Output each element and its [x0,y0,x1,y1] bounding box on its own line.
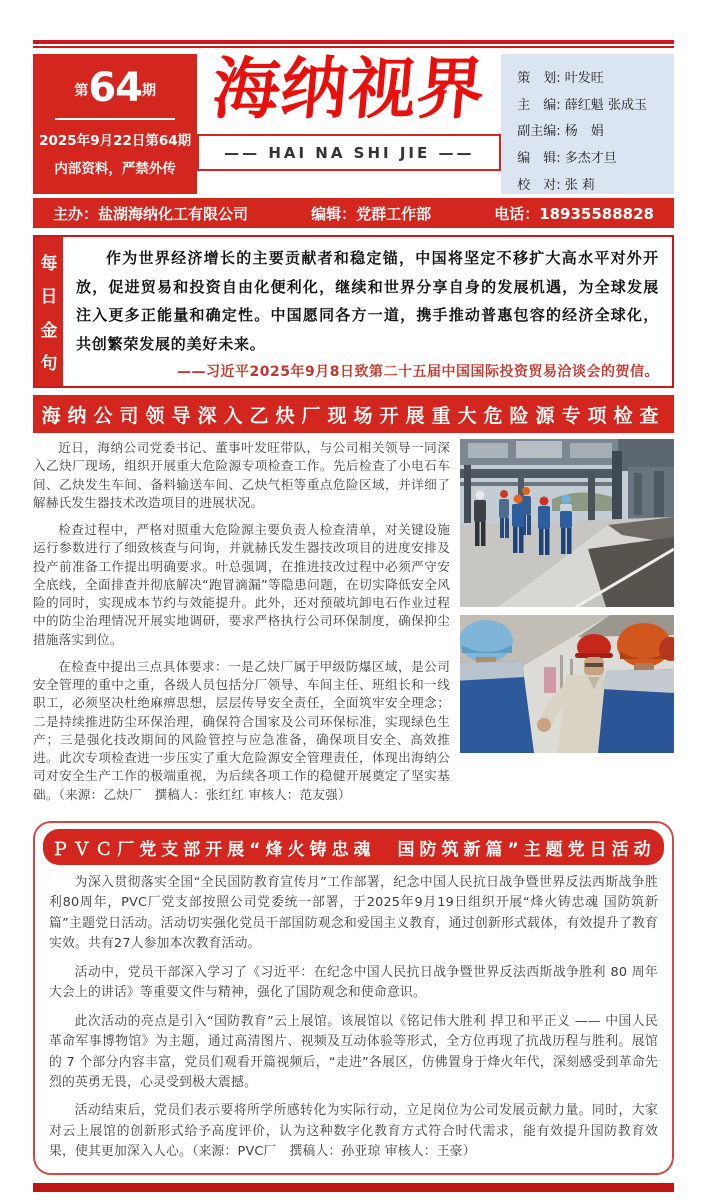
quote-label-char: 句 [40,353,58,374]
daily-quote-label [35,237,63,386]
quote-attribution: ——习近平2025年9月8日致第二十五届中国国际投资贸易洽谈会的贺信。 [177,364,659,380]
credit-chief-editor: 主 编: 薛红魁 张成玉 [517,97,647,113]
issue-suffix: 期 [141,83,156,99]
site-inspection-photo [460,439,674,607]
article2-paragraph: 此次活动的亮点是引入“国防教育”云上展馆。该展馆以《铭记伟大胜利 捍卫和平正义 —— 中国人民革命军事博物馆》为主题，通过高清图片、视频及互动体验等形式，全方位再现了抗战历程与胜利。展馆的 7 个部分内容丰富，党员们观看开篇视频后，“走进”各展区，仿佛置身于烽火年代，深刻感受到革命先烈的英勇无畏，心灵受到极大震撼。 [49,1013,658,1090]
article2-paragraph: 活动结束后，党员们表示要将所学所感转化为实际行动，立足岗位为公司发展贡献力量。同时，大家对云上展馆的创新形式给予高度评价，认为这种数字化教育方式符合时代需求，能有效提升国防教育效果，使其更加深入人心。（来源：PVC厂 撰稿人：孙亚琼 审核人：王豪） [49,1103,658,1160]
article1-paragraph: 近日，海纳公司党委书记、董事叶发旺带队，与公司相关领导一同深入乙炔厂现场，组织开展重大危险源专项检查工作。先后检查了小电石车间、乙炔发生车间、备料输送车间、乙炔气柜等重点危险区域，并详细了解赫氏发生器技术改造项目的进展状况。 [33,440,450,510]
organizer-text: 主办：盐湖海纳化工有限公司 [53,204,249,223]
masthead-title: 海纳视界 [209,50,489,128]
daily-quote-section [33,235,674,388]
quote-label-char: 日 [40,287,58,308]
bottom-rule [33,1183,674,1192]
article1-paragraph: 检查过程中，严格对照重大危险源主要负责人检查清单，对关键设施运行参数进行了细致核查与问询，并就赫氏发生器技改项目的进度安排及投产前准备工作提出明确要求。叶总强调，在推进技改过程中必须严守安全底线，全面排查并彻底解决“跑冒滴漏”等隐患问题，在切实降低安全风险的同时，实现成本节约与效能提升。此外，还对预破坑卸电石作业过程中的防尘治理情况开展实地调研，要求严格执行公司环保制度，确保抑尘措施落实到位。 [33,522,450,647]
article2-headline: ＰＶＣ厂党支部开展“烽火铸忠魂 国防筑新篇”主题党日活动 [43,829,664,865]
masthead-header [33,50,674,194]
article2 [33,821,674,1175]
credit-planner: 策 划: 叶发旺 [517,71,604,86]
issue-line [33,65,197,111]
masthead [197,50,501,194]
issue-box [33,54,197,194]
discussion-closeup-photo [460,615,674,753]
credit-editor: 编 辑: 多杰才旦 [517,150,617,166]
phone-text: 电话：18935588828 [494,204,654,223]
article2-paragraph: 活动中，党员干部深入学习了《习近平：在纪念中国人民抗日战争暨世界反法西斯战争胜利 80 周年大会上的讲话》等重要文件与精神，强化了国防观念和使命意识。 [49,964,658,1001]
credits-box [501,54,674,194]
article1-headline: 海纳公司领导深入乙炔厂现场开展重大危险源专项检查 [33,395,674,433]
issue-number: 64 [88,65,142,111]
issue-divider [55,118,175,120]
credit-proofreader: 校 对: 张 莉 [517,177,595,193]
article2-paragraph: 为深入贯彻落实全国“全民国防教育宣传月”工作部署，纪念中国人民抗日战争暨世界反法西斯战争胜利80周年，PVC厂党支部按照公司党委统一部署，于2025年9月19日组织开展“烽火铸忠魂 国防筑新篇”主题党日活动。活动切实强化党员干部国防观念和爱国主义教育，通过创新形式载体，有效提升了教育实效。共有27人参加本次教育活动。 [49,874,658,952]
masthead-subtitle: —— HAI NA SHI JIE —— [197,134,501,171]
article1-paragraph: 在检查中提出三点具体要求：一是乙炔厂属于甲级防爆区域，是公司安全管理的重中之重，各级人员包括分厂领导、车间主任、班组长和一线职工，必须坚决杜绝麻痹思想，层层传导安全责任，全面筑牢安全理念；二是持续推进防尘环保治理，确保符合国家及公司环保标准，实现绿色生产；三是强化技改期间的风险管控与应急准备，确保项目安全、高效推进。此次专项检查进一步压实了重大危险源安全管理责任，体现出海纳公司对安全生产工作的极端重视，为后续各项工作的稳健开展奠定了坚实基础。（来源：乙炔厂 撰稿人：张红红 审核人：范友强） [33,658,450,802]
article1 [33,439,674,813]
confidential-notice: 内部资料，严禁外传 [54,161,176,177]
credit-deputy-editor: 副主编: 杨 娟 [517,124,604,140]
article1-photos [460,439,674,813]
quote-body [63,237,672,386]
quote-label-char: 每 [40,254,58,275]
top-rule-thick [33,40,674,44]
info-bar [33,198,674,228]
issue-prefix: 第 [74,83,89,99]
issue-date: 2025年9月22日第64期 [39,133,192,149]
quote-text: 作为世界经济增长的主要贡献者和稳定锚，中国将坚定不移扩大高水平对外开放，促进贸易和投资自由化便利化，继续和世界分享自身的发展机遇，为全球发展注入更多正能量和确定性。中国愿同各方一道，携手推动普惠包容的经济全球化，共创繁荣发展的美好未来。 [76,249,659,353]
quote-label-char: 金 [40,320,58,341]
editor-dept-text: 编辑：党群工作部 [311,204,432,223]
article1-body [33,439,450,813]
